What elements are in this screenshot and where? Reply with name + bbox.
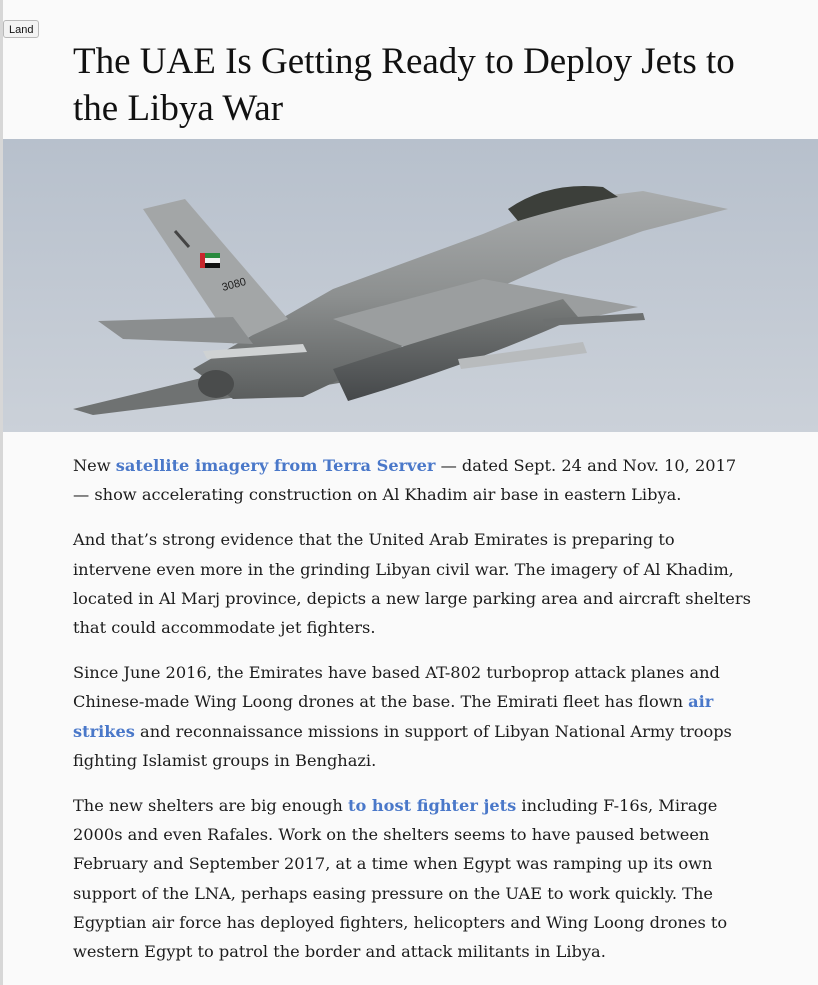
article-title: The UAE Is Getting Ready to Deploy Jets to the Libya War xyxy=(73,41,735,129)
link-satellite-imagery[interactable]: satellite imagery from Terra Server xyxy=(115,456,436,475)
land-button[interactable]: Land xyxy=(3,20,39,38)
uae-flag-icon xyxy=(200,253,220,268)
paragraph-3: Since June 2016, the Emirates have based AT-802 turboprop attack planes and Chinese-made Wing Loong drones at the base. The Emirati fleet has flown air strikes and reconnaissance missions in support of Libyan National Army troops fighting Islamist groups in Benghazi. xyxy=(73,663,732,770)
paragraph-1: New satellite imagery from Terra Server — dated Sept. 24 and Nov. 10, 2017 — show accelerating construction on Al Khadim air base in eastern Libya. xyxy=(73,456,737,505)
hero-image xyxy=(3,139,818,432)
f16-jet-illustration xyxy=(3,139,818,432)
article-body xyxy=(73,451,753,982)
link-air-strikes[interactable]: air strikes xyxy=(73,692,714,741)
link-host-fighter-jets[interactable]: to host fighter jets xyxy=(348,796,517,816)
tail-number: 3080 xyxy=(220,275,248,294)
paragraph-2: And that’s strong evidence that the United Arab Emirates is preparing to intervene even more in the grinding Libyan civil war. The imagery of Al Khadim, located in Al Marj province, depicts a new large parking area and aircraft shelters that could accommodate jet fighters. xyxy=(73,530,751,638)
paragraph-4: The new shelters are big enough to host fighter jets including F-16s, Mirage 2000s and even Rafales. Work on the shelters seems to have paused between February and September 2017, at a time when Egypt was ramping up its own support of the LNA, perhaps easing pressure on the UAE to work quickly. The Egyptian air force has deployed fighters, helicopters and Wing Loong drones to western Egypt to patrol the border and attack militants in Libya. xyxy=(73,796,728,962)
